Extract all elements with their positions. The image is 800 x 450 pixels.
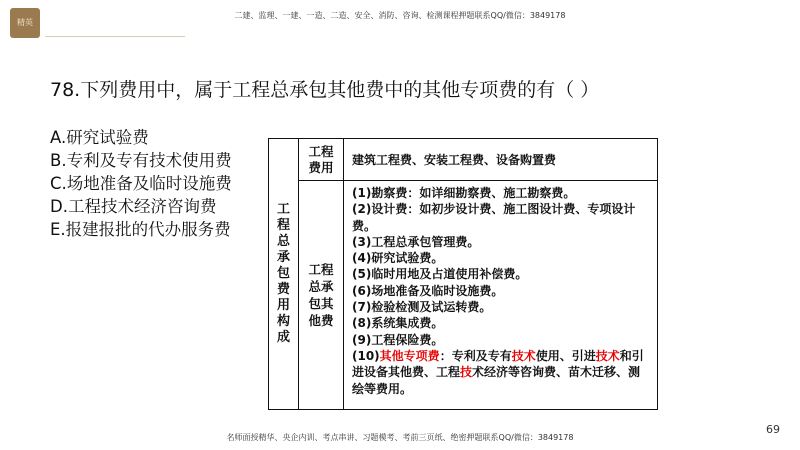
list-item: (6)场地准备及临时设施费。 [352,283,504,298]
list-item: (2)设计费：如初步设计费、施工图设计费、专项设计费。 [352,202,636,233]
item10-red3: 技 [460,365,473,380]
answer-options [50,126,232,241]
item10-seg1: ：专利及专有 [439,348,512,363]
engineering-cost-content: 建筑工程费、安装工程费、设备购置费 [344,139,657,181]
option-e: E.报建报批的代办服务费 [50,220,231,239]
item10-seg3: 和引进设备其他费、工程 [352,348,644,380]
other-cost-content [344,181,657,409]
item10-highlight: 其他专项费 [379,348,440,363]
item10-prefix: (10) [352,348,380,363]
category-other-cost-text: 工程总承包其他费 [308,262,334,328]
option-b: B.专利及专有技术使用费 [50,151,232,170]
list-item: (4)研究试验费。 [352,251,444,266]
category-engineering-cost [299,139,344,181]
option-a: A.研究试验费 [50,128,149,147]
item10-seg2: 使用、引进 [535,348,596,363]
item10-red2: 技术 [595,348,620,363]
question-title: 78.下列费用中，属于工程总承包其他费中的其他专项费的有（ ） [50,79,600,101]
footer-banner: 名师面授精华、央企内训、考点串讲、习题模考、考前三页纸、绝密押题联系QQ/微信：3849178 [226,433,574,442]
item10-red1: 技术 [511,348,536,363]
list-item: (8)系统集成费。 [352,316,444,331]
list-item: (7)检验检测及试运转费。 [352,300,492,315]
list-item: (9)工程保险费。 [352,332,444,347]
top-banner: 二建、监理、一建、一造、二造、安全、消防、咨询、检测课程押题联系QQ/微信：3849178 [234,11,566,20]
option-c: C.场地准备及临时设施费 [50,174,232,193]
brand-logo: 精英 [10,8,40,38]
list-item: (5)临时用地及占道使用补偿费。 [352,267,528,282]
header-divider [45,36,185,37]
side-label-text: 工程总承包费用构成 [276,202,290,345]
list-item-special [352,348,649,397]
option-d: D.工程技术经济咨询费 [50,197,217,216]
category-other-cost [299,181,344,409]
category-engineering-cost-text: 工程费用 [308,143,334,175]
list-item: (1)勘察费：如详细勘察费、施工勘察费。 [352,186,576,200]
page-number: 69 [766,423,780,436]
table-side-label [269,139,299,409]
item10-seg4: 术经济等咨询费、苗木迁移、测绘等费用。 [352,365,641,396]
fee-composition-table [268,138,658,410]
list-item: (3)工程总承包管理费。 [352,234,480,249]
